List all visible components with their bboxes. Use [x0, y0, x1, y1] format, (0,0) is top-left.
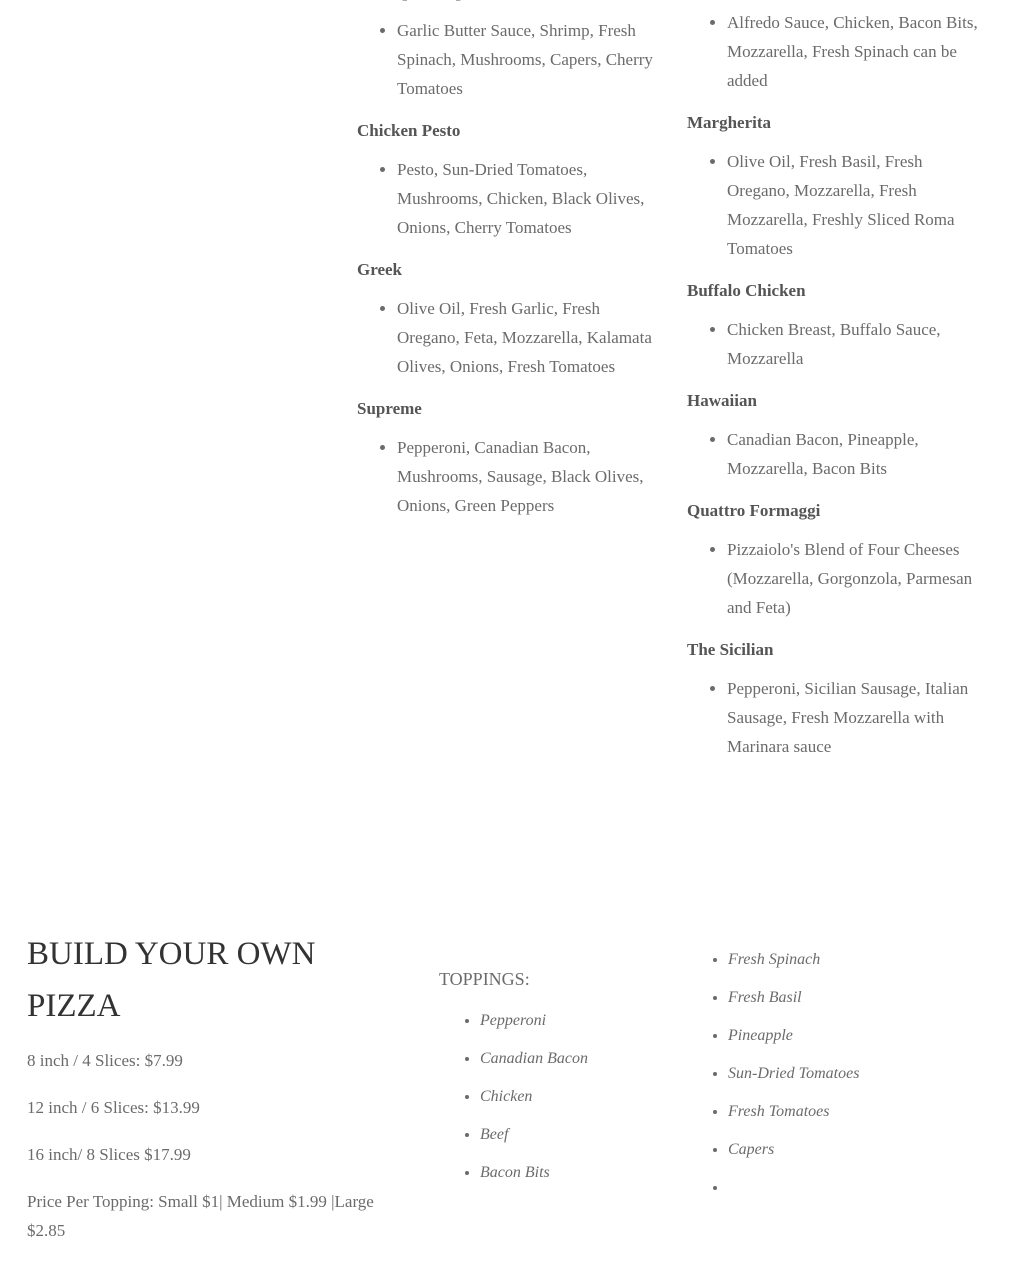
- pizza-ingredients-list: [687, 535, 987, 622]
- toppings-column-2: [687, 941, 987, 1207]
- toppings-label: TOPPINGS:: [439, 969, 530, 989]
- topping-item: • Fresh Spinach: [728, 941, 987, 979]
- price-line-8-inch: 8 inch / 4 Slices: $7.99: [27, 1051, 183, 1070]
- topping-item: • Sun-Dried Tomatoes: [728, 1055, 987, 1093]
- pizza-ingredients-list: [357, 16, 657, 103]
- pizza-ingredients: • Pesto, Sun-Dried Tomatoes, Mushrooms, Chicken, Black Olives, Onions, Cherry Tomatoes: [397, 155, 657, 242]
- pizza-ingredients: • Chicken Breast, Buffalo Sauce, Mozzarella: [727, 315, 987, 373]
- topping-item: • Capers: [728, 1131, 987, 1169]
- pizza-ingredients-list: [687, 8, 987, 95]
- pizza-name-quattro-formaggi: Quattro Formaggi: [687, 501, 821, 520]
- pizza-name-supreme: Supreme: [357, 399, 422, 418]
- pizza-ingredients: • Pepperoni, Canadian Bacon, Mushrooms, Sausage, Black Olives, Onions, Green Peppers: [397, 433, 657, 520]
- pizza-ingredients-list: [357, 294, 657, 381]
- pizza-ingredients: • Canadian Bacon, Pineapple, Mozzarella, Bacon Bits: [727, 425, 987, 483]
- topping-item: • Beef: [480, 1116, 669, 1154]
- toppings-list: [687, 941, 987, 1207]
- topping-item: • Canadian Bacon: [480, 1040, 669, 1078]
- pizza-ingredients-list: [357, 433, 657, 520]
- pizza-ingredients: • Pizzaiolo's Blend of Four Cheeses (Mozzarella, Gorgonzola, Parmesan and Feta): [727, 535, 987, 622]
- pizza-name-shrimp-scampi: [357, 0, 657, 4]
- pizza-ingredients-list: [687, 674, 987, 761]
- pizza-name-margherita: Margherita: [687, 113, 772, 132]
- section-title: BUILD YOUR OWN PIZZA: [27, 936, 316, 1024]
- pizza-ingredients: • Alfredo Sauce, Chicken, Bacon Bits, Mozzarella, Fresh Spinach can be added: [727, 8, 987, 95]
- pizza-ingredients: • Pepperoni, Sicilian Sausage, Italian Sausage, Fresh Mozzarella with Marinara sauce: [727, 674, 987, 761]
- pizza-ingredients-list: [357, 155, 657, 242]
- pizza-name-hawaiian: Hawaiian: [687, 391, 757, 410]
- specialty-column-right: [687, 0, 987, 777]
- specialty-column-middle: [357, 0, 657, 536]
- price-line-12-inch: 12 inch / 6 Slices: $13.99: [27, 1098, 200, 1117]
- topping-item: • Bacon Bits: [480, 1154, 669, 1192]
- topping-item: [728, 1169, 987, 1207]
- pizza-ingredients-list: [687, 425, 987, 483]
- pizza-name-greek: Greek: [357, 260, 403, 279]
- build-your-own-section: [27, 928, 412, 1263]
- topping-item: • Pepperoni: [480, 1002, 669, 1040]
- pizza-name-the-sicilian: The Sicilian: [687, 640, 774, 659]
- pizza-ingredients: • Garlic Butter Sauce, Shrimp, Fresh Spinach, Mushrooms, Capers, Cherry Tomatoes: [397, 16, 657, 103]
- price-per-topping: Price Per Topping: Small $1| Medium $1.99 |Large $2.85: [27, 1192, 374, 1240]
- pizza-ingredients-list: [687, 147, 987, 263]
- toppings-list: [439, 1002, 669, 1192]
- topping-item: • Fresh Basil: [728, 979, 987, 1017]
- pizza-ingredients-list: [687, 315, 987, 373]
- pizza-name-chicken-pesto: Chicken Pesto: [357, 121, 461, 140]
- price-line-16-inch: 16 inch/ 8 Slices $17.99: [27, 1145, 191, 1164]
- topping-item: • Pineapple: [728, 1017, 987, 1055]
- pizza-name-buffalo-chicken: Buffalo Chicken: [687, 281, 806, 300]
- topping-item: • Chicken: [480, 1078, 669, 1116]
- topping-item: • Fresh Tomatoes: [728, 1093, 987, 1131]
- pizza-ingredients: • Olive Oil, Fresh Garlic, Fresh Oregano, Feta, Mozzarella, Kalamata Olives, Onions, Fresh Tomatoes: [397, 294, 657, 381]
- toppings-column-1: [439, 966, 669, 1192]
- pizza-ingredients: • Olive Oil, Fresh Basil, Fresh Oregano, Mozzarella, Fresh Mozzarella, Freshly Sliced Roma Tomatoes: [727, 147, 987, 263]
